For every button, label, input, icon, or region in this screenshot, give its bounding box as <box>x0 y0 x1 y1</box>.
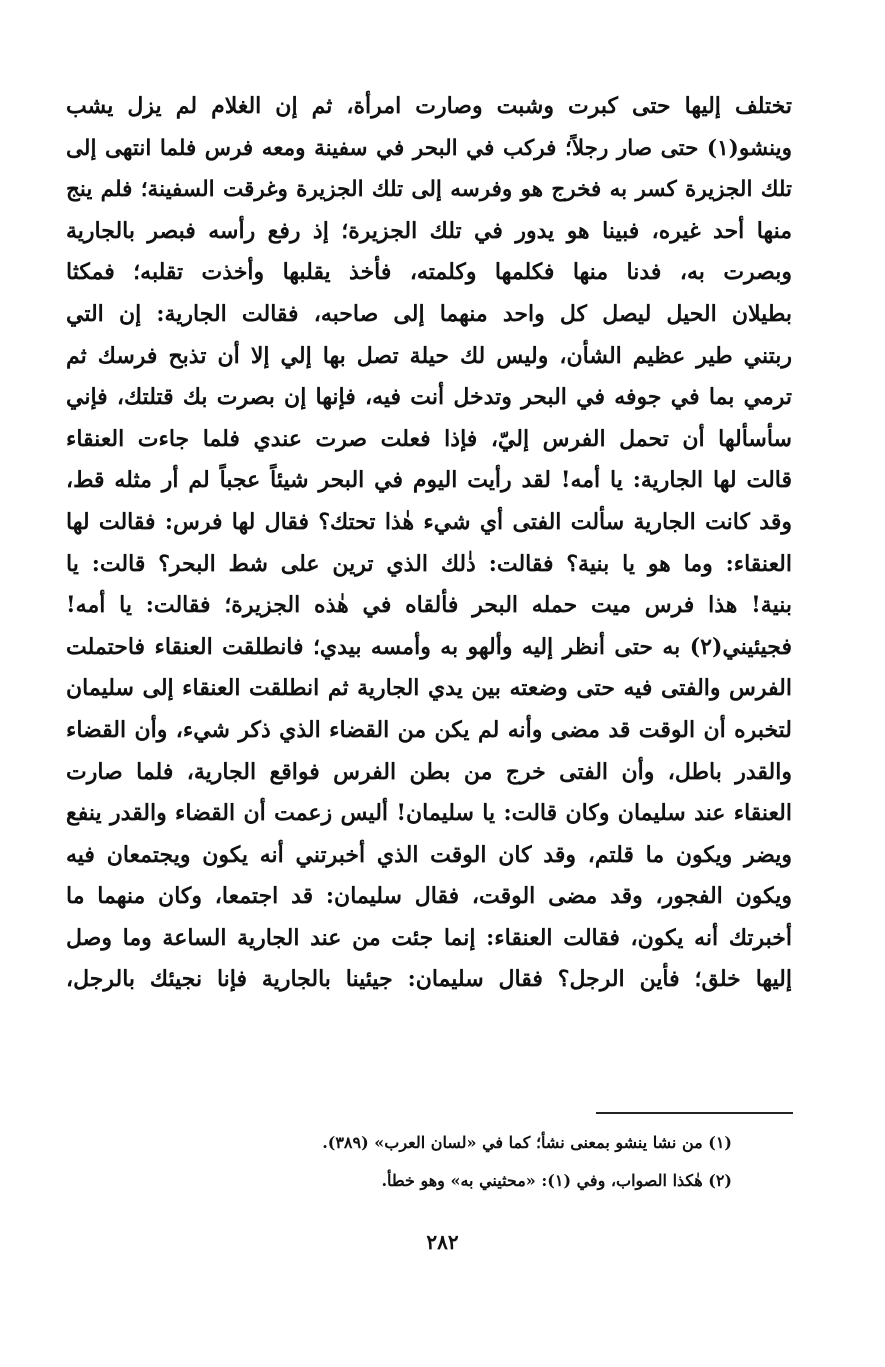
body-line: ويضر ويكون ما قلتم، وقد كان الوقت الذي أخبرتني أنه يكون ويجتمعان فيه <box>66 841 792 868</box>
body-line: إليها خلق؛ فأين الرجل؟ فقال سليمان: جيئينا بالجارية فإنا نجيئك بالرجل، <box>66 966 792 993</box>
body-line: فجيئيني(٢) به حتى أنظر إليه وألهو به وأمسه بيدي؛ فانطلقت العنقاء فاحتملت <box>66 633 792 660</box>
body-line: ربتني طير عظيم الشأن، وليس لك حيلة تصل بها إلي إلا أن تذبح فرسك ثم <box>66 342 792 369</box>
body-line: سأسألها أن تحمل الفرس إليّ، فإذا فعلت صرت عندي فلما جاءت العنقاء <box>66 425 792 452</box>
body-line: بنية! هذا فرس ميت حمله البحر فألقاه في هٰذه الجزيرة؛ فقالت: يا أمه! <box>66 592 792 619</box>
body-line: لتخبره أن الوقت قد مضى وأنه لم يكن من القضاء الذي ذكر شيء، وأن القضاء <box>66 716 792 743</box>
body-line: تختلف إليها حتى كبرت وشبت وصارت امرأة، ثم إن الغلام لم يزل يشب <box>66 93 792 119</box>
body-line: الفرس والفتى فيه حتى وضعته بين يدي الجارية ثم انطلقت العنقاء إلى سليمان <box>66 675 792 702</box>
body-line: العنقاء: وما هو يا بنية؟ فقالت: ذٰلك الذي ترين على شط البحر؟ قالت: يا <box>66 550 792 577</box>
body-text <box>66 86 792 1001</box>
body-line: العنقاء عند سليمان وكان قالت: يا سليمان! أليس زعمت أن القضاء والقدر ينفع <box>66 800 792 827</box>
body-line: بطيلان الحيل ليصل كل واحد منهما إلى صاحبه، فقالت الجارية: إن التي <box>66 300 792 327</box>
footnotes <box>140 1124 732 1200</box>
body-line: وبصرت به، فدنا منها فكلمها وكلمته، فأخذ يقلبها وأخذت تقلبه؛ فمكثا <box>66 259 792 286</box>
body-line: قالت لها الجارية: يا أمه! لقد رأيت اليوم في البحر شيئاً عجباً لم أر مثله قط، <box>66 467 792 494</box>
page-number: ٢٨٢ <box>426 1230 459 1254</box>
body-line: تلك الجزيرة كسر به فخرج هو وفرسه إلى تلك الجزيرة وغرقت السفينة؛ فلم ينج <box>66 177 792 203</box>
body-line: وينشو(١) حتى صار رجلاً؛ فركب في البحر في سفينة ومعه فرس فلما انتهى إلى <box>66 135 792 161</box>
body-line: منها أحد غيره، فبينا هو يدور في تلك الجزيرة؛ إذ رفع رأسه فبصر بالجارية <box>66 217 792 244</box>
body-line: والقدر باطل، وأن الفتى خرج من بطن الفرس فواقع الجارية، فلما صارت <box>66 758 792 785</box>
body-line: ويكون الفجور، وقد مضى الوقت، فقال سليمان: قد اجتمعا، وكان منهما ما <box>66 883 792 910</box>
body-line: أخبرتك أنه يكون، فقالت العنقاء: إنما جئت من عند الجارية الساعة وما وصل <box>66 924 792 951</box>
footnote-separator <box>596 1112 793 1114</box>
footnote-1: (١) من نشا ينشو بمعنى نشأ؛ كما في «لسان العرب» (٣٨٩). <box>322 1133 732 1152</box>
body-line: وقد كانت الجارية سألت الفتى أي شيء هٰذا تحتك؟ فقال لها فرس: فقالت لها <box>66 508 792 535</box>
body-line: ترمي بما في جوفه في البحر وتدخل أنت فيه، فإنها إن بصرت بك قتلتك، فإني <box>66 384 792 411</box>
footnote-2: (٢) هٰكذا الصواب، وفي (١): «محثيني به» وهو خطأ. <box>381 1171 732 1190</box>
